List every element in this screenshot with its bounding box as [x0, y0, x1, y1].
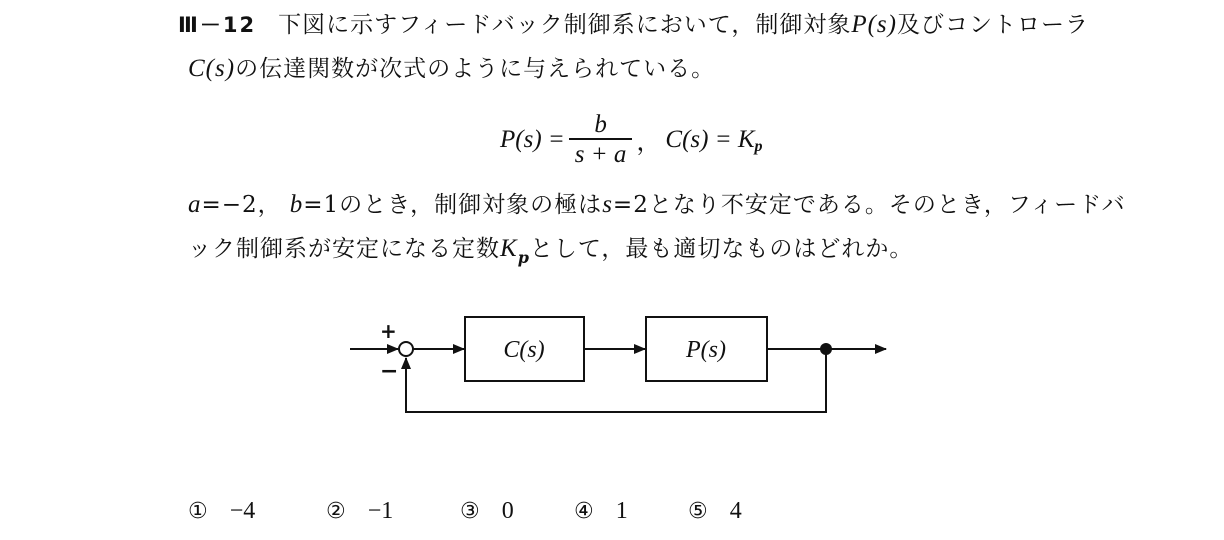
choice-1-mark: ①	[188, 499, 208, 524]
eq-controller-subscript: p	[754, 138, 763, 155]
choice-3[interactable]	[460, 498, 514, 525]
choice-1[interactable]	[188, 498, 255, 525]
eq-plant-denominator: s + a	[569, 138, 633, 168]
question-number: Ⅲ－12	[178, 13, 257, 37]
choice-1-value: −4	[229, 498, 256, 524]
minus-sign: −	[380, 359, 399, 384]
eq-plant-numerator: b	[594, 111, 607, 138]
var-a: a	[188, 191, 202, 218]
question-text-3c: のとき，制御対象の極は	[339, 192, 603, 218]
summing-junction	[399, 342, 413, 356]
plant-label: P(s)	[686, 337, 726, 363]
choice-2-value: −1	[367, 498, 394, 524]
choice-3-value: 0	[501, 498, 514, 524]
question-text-1b: 及びコントローラ	[896, 12, 1089, 38]
choice-4-mark: ④	[574, 499, 594, 524]
plant-symbol: P(s)	[851, 11, 897, 38]
choice-5-mark: ⑤	[688, 499, 708, 524]
question-text-4a: ック制御系が安定になる定数	[188, 236, 500, 262]
var-k: K	[500, 235, 518, 262]
var-b: b	[289, 191, 304, 218]
val-b: =1	[303, 192, 340, 218]
val-s: =2	[612, 192, 649, 218]
eq-plant-lhs: P(s) =	[500, 126, 565, 153]
controller-label: C(s)	[503, 337, 545, 363]
choice-5[interactable]	[688, 498, 742, 525]
choice-2[interactable]	[326, 498, 393, 525]
choice-3-mark: ③	[460, 499, 480, 524]
choice-2-mark: ②	[326, 499, 346, 524]
question-text-1a: 下図に示すフィードバック制御系において，制御対象	[278, 12, 852, 38]
question-text-4b: として，最も適切なものはどれか。	[529, 236, 914, 262]
choice-4-value: 1	[615, 498, 628, 524]
controller-symbol: C(s)	[188, 55, 236, 82]
choice-5-value: 4	[729, 498, 742, 524]
var-k-subscript: p	[517, 248, 530, 267]
val-a: =−2，	[201, 192, 282, 218]
var-s: s	[602, 191, 613, 218]
eq-controller-lhs: C(s) = K	[665, 126, 755, 153]
choice-4[interactable]	[574, 498, 628, 525]
eq-separator: ，	[636, 129, 662, 156]
question-text-2: の伝達関数が次式のように与えられている。	[235, 56, 716, 82]
plus-sign: +	[380, 319, 397, 343]
question-text-3d: となり不安定である。そのとき，フィードバ	[648, 192, 1126, 218]
